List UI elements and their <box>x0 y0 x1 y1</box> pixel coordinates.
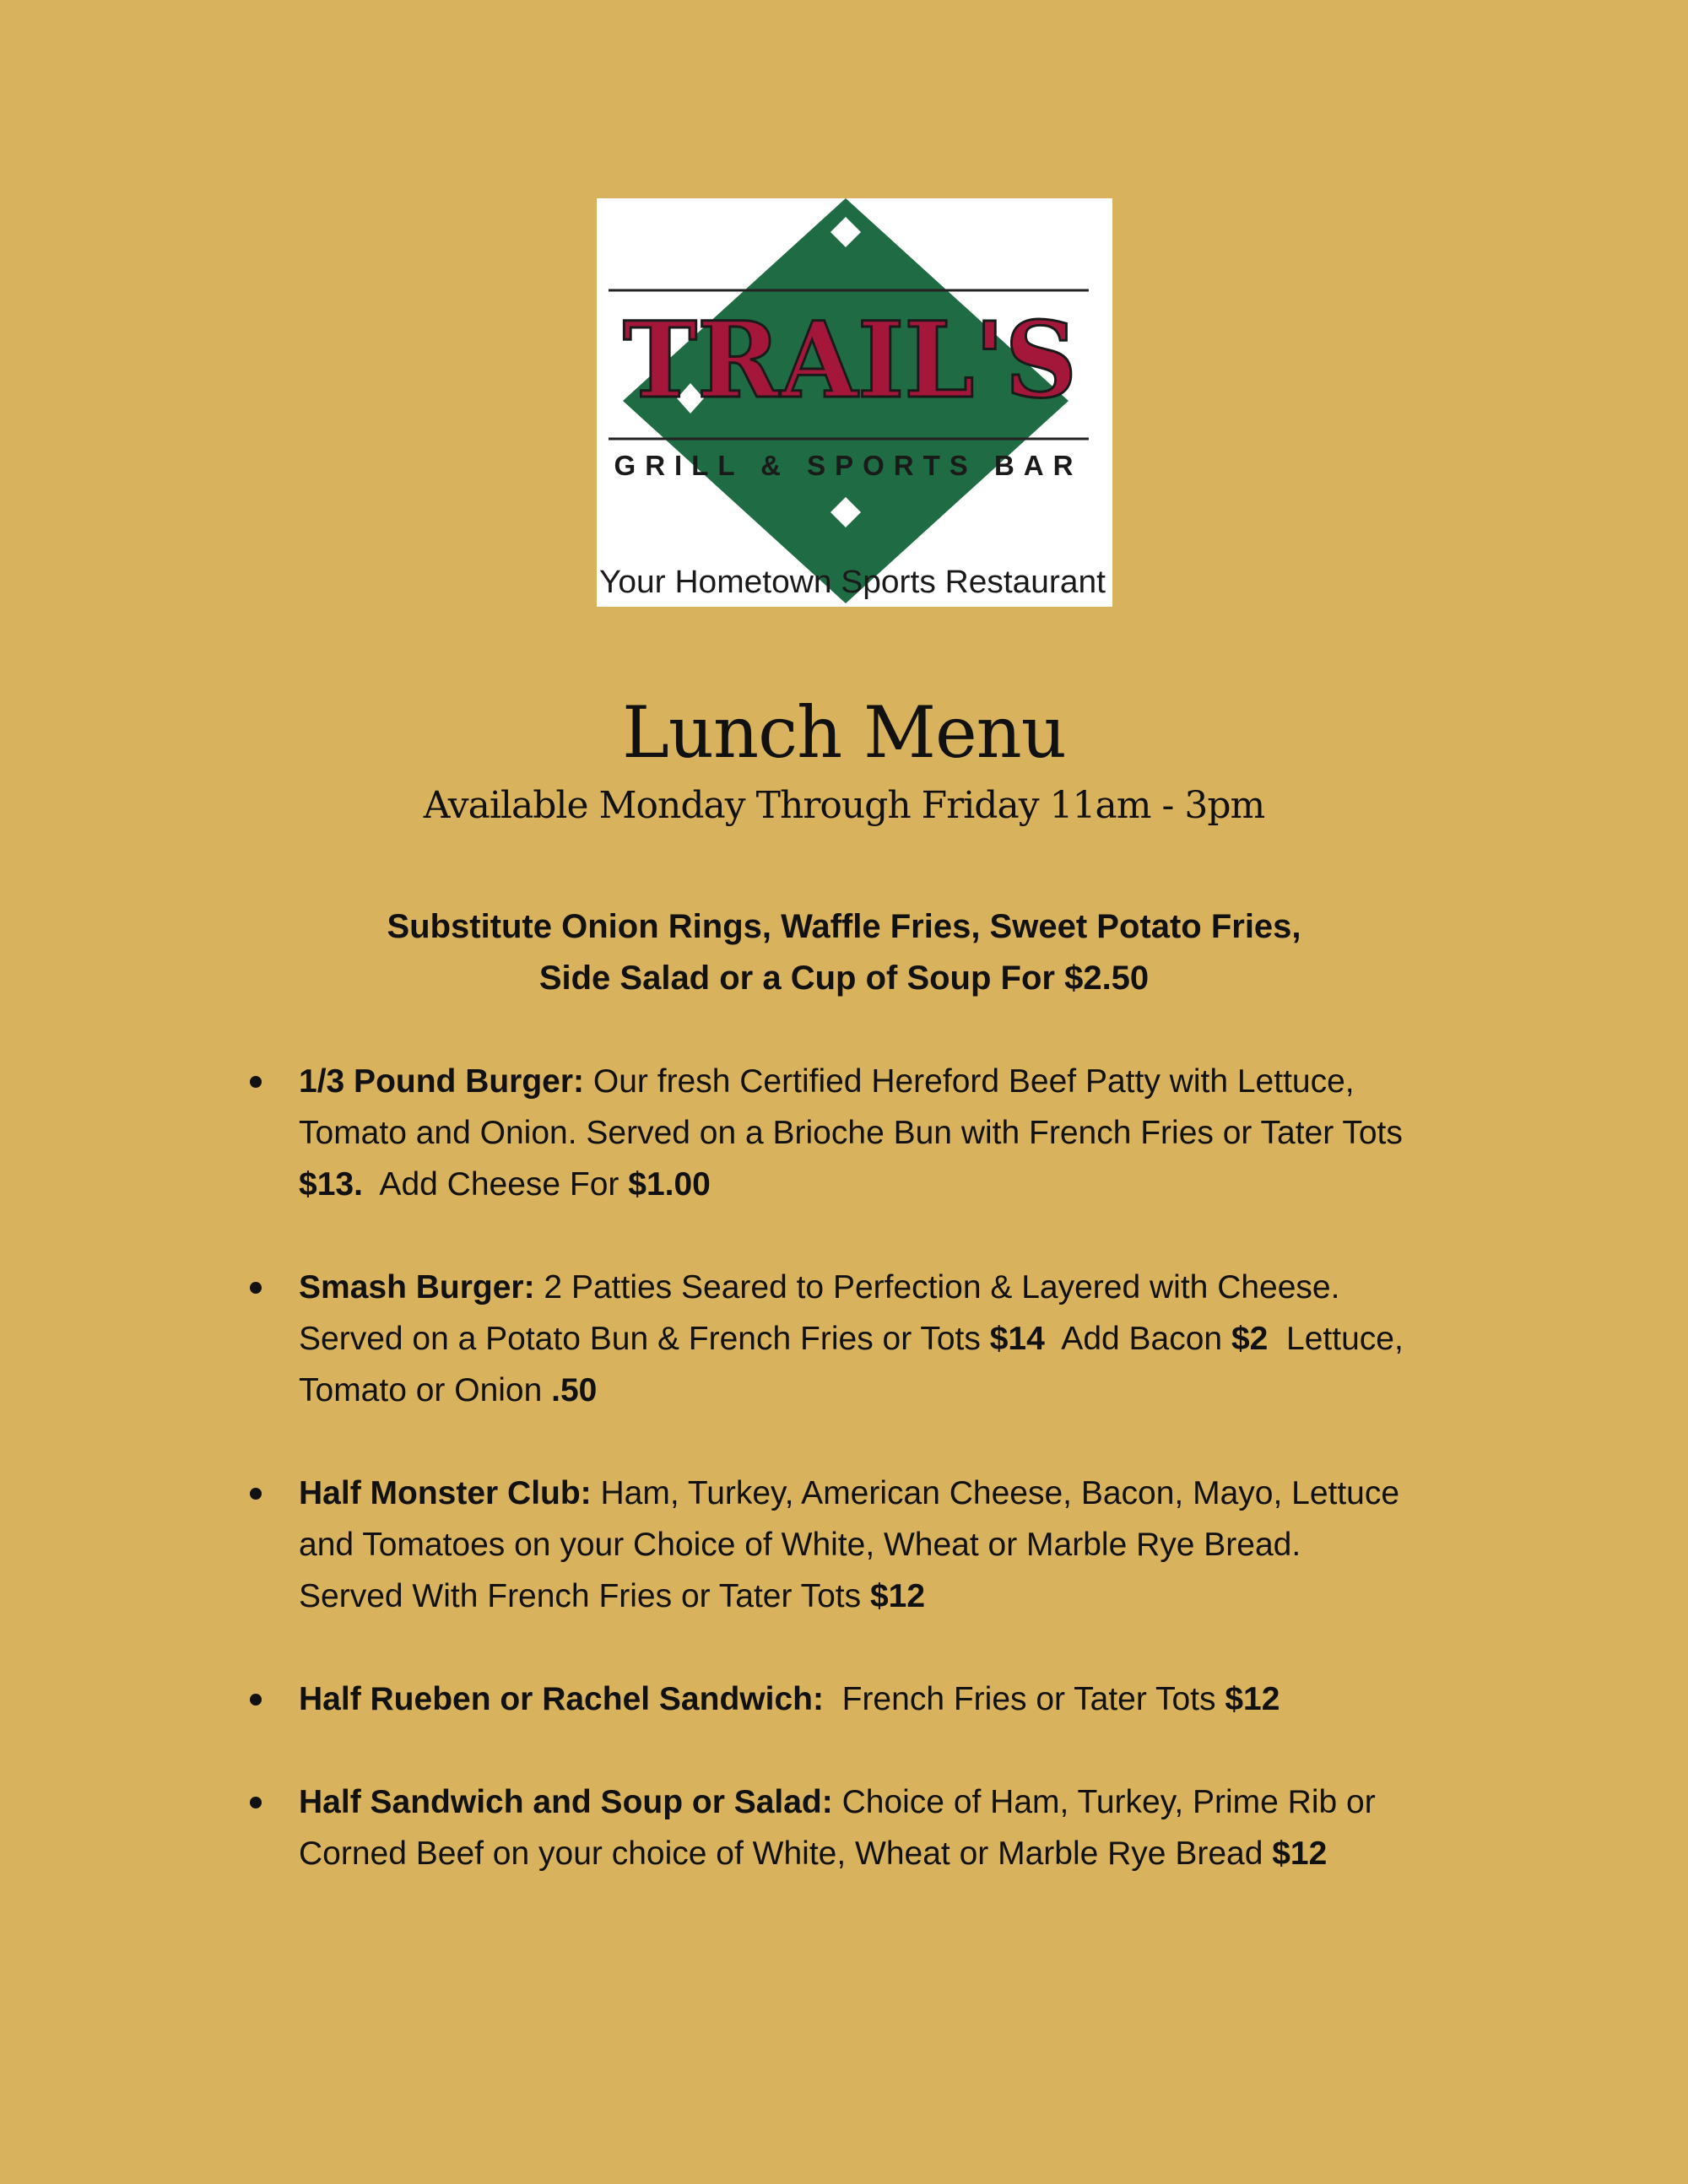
availability-subtitle: Available Monday Through Friday 11am - 3pm <box>423 784 1265 827</box>
bullet-icon <box>250 1797 262 1808</box>
menu-item-half-monster-club <box>246 1468 1512 1622</box>
menu-item-price: $14 <box>989 1321 1045 1357</box>
substitution-note-line2: Side Salad or a Cup of Soup For $2.50 <box>538 960 1150 997</box>
menu-item-addon-price: .50 <box>551 1372 598 1408</box>
menu-item-name: Smash Burger: <box>299 1269 535 1306</box>
substitution-note <box>0 901 1688 1004</box>
bullet-icon <box>250 1694 262 1706</box>
menu-item-price: $13. <box>299 1166 363 1203</box>
lunch-menu-list <box>246 1056 1512 1931</box>
menu-item-description: Our fresh Certified Hereford Beef Patty with Lettuce, <box>584 1063 1355 1100</box>
menu-item-description: Served on a Potato Bun & French Fries or Tots <box>299 1321 990 1357</box>
substitution-note-line1: Substitute Onion Rings, Waffle Fries, Sweet Potato Fries, <box>387 908 1301 945</box>
menu-item-description: Tomato and Onion. Served on a Brioche Bun with French Fries or Tater Tots <box>299 1115 1403 1151</box>
menu-item-description: Served With French Fries or Tater Tots <box>299 1578 870 1614</box>
menu-item-price: $12 <box>869 1578 926 1614</box>
menu-item-name: Half Monster Club: <box>299 1475 592 1511</box>
bullet-icon <box>250 1076 262 1088</box>
menu-item-price: $12 <box>1272 1835 1328 1872</box>
menu-item-addon: Add Cheese For <box>362 1166 629 1203</box>
menu-item-description: Tomato or Onion <box>299 1372 552 1408</box>
menu-item-description: and Tomatoes on your Choice of White, Wheat or Marble Rye Bread. <box>299 1527 1301 1563</box>
menu-item-third-pound-burger <box>246 1056 1512 1210</box>
menu-item-description: Choice of Ham, Turkey, Prime Rib or <box>832 1784 1376 1820</box>
logo-wordmark: TRAIL'S <box>623 300 1077 422</box>
bullet-icon <box>250 1488 262 1500</box>
menu-item-name: Half Sandwich and Soup or Salad: <box>299 1784 833 1820</box>
menu-item-description: Corned Beef on your choice of White, Wheat or Marble Rye Bread <box>299 1835 1273 1872</box>
menu-item-addon-price: $2 <box>1231 1321 1269 1357</box>
menu-item-addon: Add Bacon <box>1044 1321 1231 1357</box>
logo-tagline-bottom: Your Hometown Sports Restaurant <box>599 565 1106 600</box>
logo-tagline-top: GRILL & SPORTS BAR <box>614 450 1083 481</box>
bullet-icon <box>250 1282 262 1294</box>
trails-logo <box>597 198 1112 607</box>
page-title: Lunch Menu <box>622 691 1066 774</box>
menu-item-description: French Fries or Tater Tots <box>823 1681 1225 1717</box>
menu-item-description: Ham, Turkey, American Cheese, Bacon, Mayo, Lettuce <box>591 1475 1400 1511</box>
menu-item-name: Half Rueben or Rachel Sandwich: <box>299 1681 824 1717</box>
menu-item-smash-burger <box>246 1262 1512 1416</box>
menu-item-addon-price: $1.00 <box>628 1166 711 1203</box>
menu-item-name: 1/3 Pound Burger: <box>299 1063 585 1100</box>
menu-item-description: 2 Patties Seared to Perfection & Layered with Cheese. <box>534 1269 1340 1306</box>
menu-item-half-rueben <box>246 1673 1512 1725</box>
menu-item-price: $12 <box>1225 1681 1280 1717</box>
menu-item-addon: Lettuce, <box>1268 1321 1404 1357</box>
menu-item-half-sandwich-soup-salad <box>246 1776 1512 1879</box>
